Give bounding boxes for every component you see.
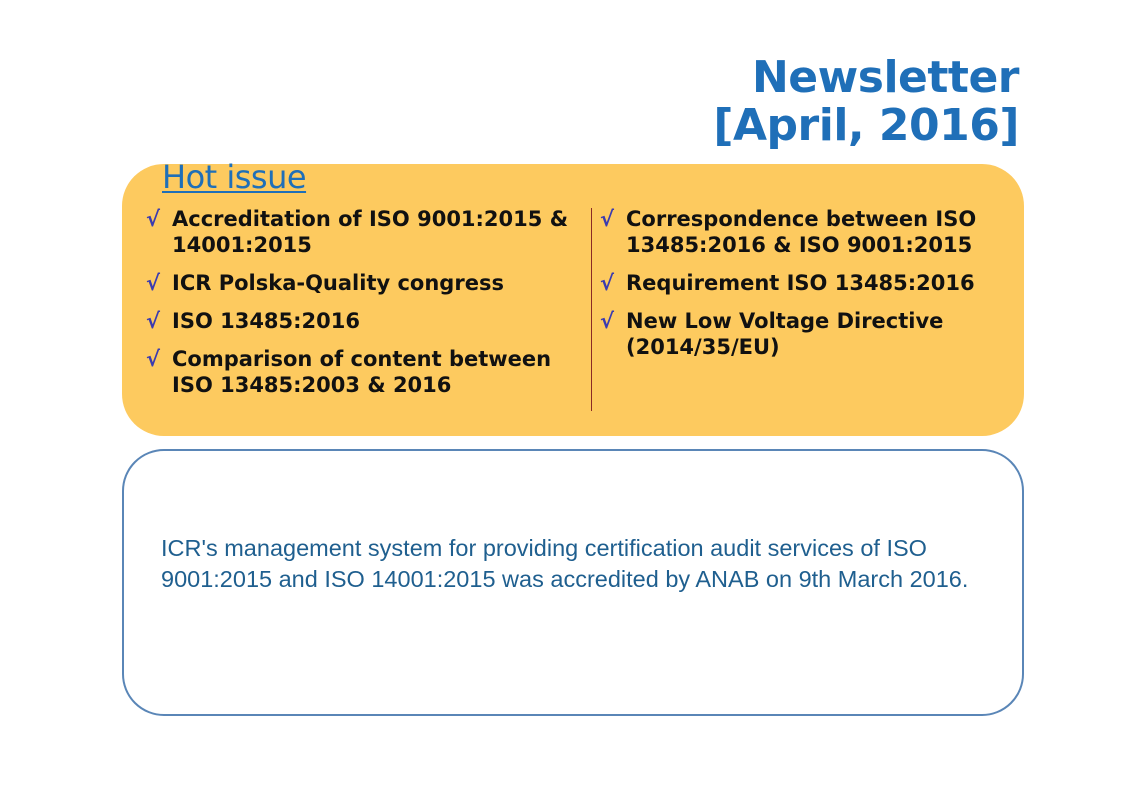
checkmark-icon: √ xyxy=(146,207,161,231)
hot-issue-item-label: Requirement ISO 13485:2016 xyxy=(626,271,975,295)
hot-issue-heading: Hot issue xyxy=(162,158,307,196)
newsletter-title xyxy=(713,54,1019,150)
checkmark-icon: √ xyxy=(146,271,161,295)
newsletter-title-date: [April, 2016] xyxy=(713,100,1019,151)
detail-text: ICR's management system for providing certification audit services of ISO 9001:2015 and ISO 14001:2015 was accredited by ANAB on 9th March 2016. xyxy=(161,535,969,592)
hot-issue-item xyxy=(146,270,571,296)
checkmark-icon: √ xyxy=(600,309,615,333)
checkmark-icon: √ xyxy=(146,309,161,333)
hot-issue-item xyxy=(600,206,1000,258)
hot-issue-item-label: Comparison of content between ISO 13485:2003 & 2016 xyxy=(172,347,552,397)
hot-issue-item-label: Accreditation of ISO 9001:2015 & 14001:2015 xyxy=(172,207,569,257)
checkmark-icon: √ xyxy=(600,271,615,295)
hot-issue-left-list xyxy=(146,206,571,410)
hot-issue-item-label: ICR Polska-Quality congress xyxy=(172,271,504,295)
hot-issue-item-label: Correspondence between ISO 13485:2016 & ISO 9001:2015 xyxy=(626,207,977,257)
hot-issue-item xyxy=(146,346,571,398)
checkmark-icon: √ xyxy=(146,347,161,371)
hot-issue-right-list xyxy=(600,206,1000,372)
hot-issue-item-label: ISO 13485:2016 xyxy=(172,309,361,333)
hot-issue-item xyxy=(600,308,1000,360)
hot-issue-item xyxy=(600,270,1000,296)
hot-issue-item xyxy=(146,308,571,334)
newsletter-title-line1: Newsletter xyxy=(751,52,1019,103)
hot-issue-item-label: New Low Voltage Directive (2014/35/EU) xyxy=(626,309,944,359)
column-divider xyxy=(591,208,592,411)
checkmark-icon: √ xyxy=(600,207,615,231)
hot-issue-item xyxy=(146,206,571,258)
